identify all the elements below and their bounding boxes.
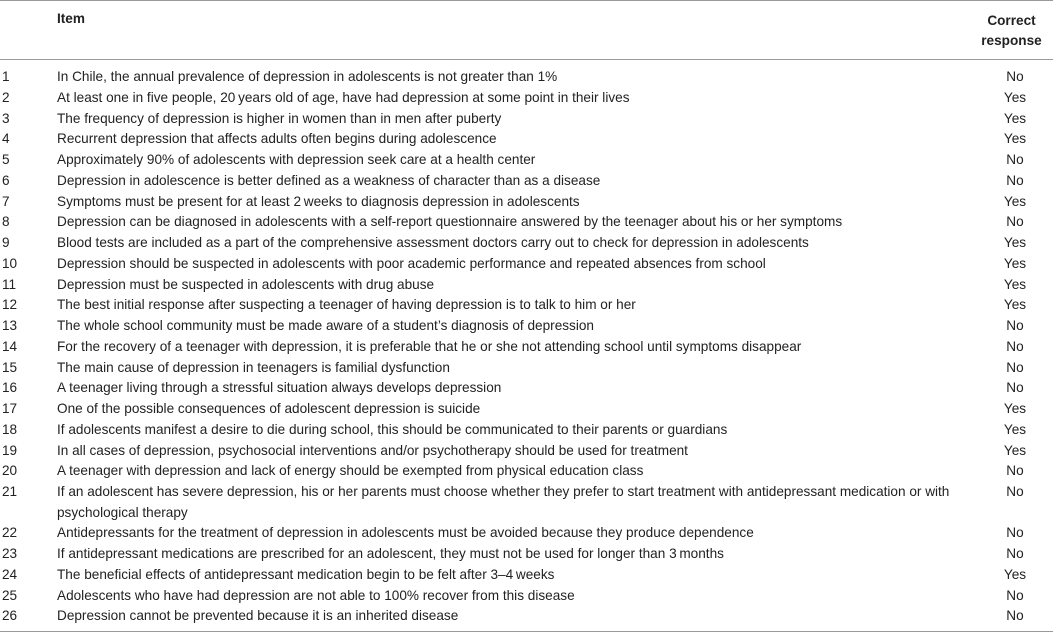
row-number: 14 [2, 338, 18, 354]
table-row [0, 461, 1053, 482]
table-row [0, 358, 1053, 379]
table-body [0, 60, 1053, 632]
table-row [0, 482, 1053, 523]
row-correct-response: Yes [1003, 442, 1027, 458]
row-number: 19 [2, 442, 18, 458]
row-number: 15 [2, 359, 18, 375]
row-correct-response: Yes [1003, 110, 1027, 126]
row-item-text: A teenager living through a stressful situation always develops depression [57, 380, 502, 396]
table-row [0, 109, 1053, 130]
row-correct-response: No [1006, 525, 1024, 541]
row-number: 18 [2, 421, 18, 437]
row-number: 4 [2, 131, 10, 147]
row-item-text: In all cases of depression, psychosocial interventions and/or psychotherapy should be used for treatment [57, 442, 688, 458]
row-item-text: The frequency of depression is higher in women than in men after puberty [57, 110, 502, 126]
table-row [0, 88, 1053, 109]
table-row [0, 150, 1053, 171]
row-item-text: At least one in five people, 20 years old of age, have had depression at some point in their lives [57, 89, 630, 105]
row-item-text: Approximately 90% of adolescents with depression seek care at a health center [57, 152, 536, 167]
row-item-text: If adolescents manifest a desire to die during school, this should be communicated to their parents or guardians [57, 421, 728, 437]
row-correct-response: Yes [1003, 89, 1027, 105]
table-row [0, 60, 1053, 88]
table-row [0, 337, 1053, 358]
row-number: 7 [2, 193, 10, 209]
row-item-text: A teenager with depression and lack of energy should be exempted from physical education class [57, 463, 644, 479]
row-item-text: Symptoms must be present for at least 2 weeks to diagnosis depression in adolescents [57, 193, 580, 209]
row-number: 10 [2, 255, 18, 271]
table-row [0, 129, 1053, 150]
row-item-text: For the recovery of a teenager with depression, it is preferable that he or she not attending school until symptoms disappear [57, 338, 802, 354]
row-item-text: The beneficial effects of antidepressant medication begin to be felt after 3–4 weeks [57, 566, 555, 582]
row-item-text: Depression can be diagnosed in adolescents with a self-report questionnaire answered by the teenager about his or her symptoms [57, 214, 843, 230]
row-item-text: The best initial response after suspecting a teenager of having depression is to talk to him or her [57, 297, 636, 313]
table-row [0, 420, 1053, 441]
table-row [0, 606, 1053, 631]
table-row [0, 441, 1053, 462]
table-row [0, 544, 1053, 565]
row-correct-response: No [1006, 546, 1024, 562]
row-number: 11 [2, 276, 17, 292]
row-item-text: In Chile, the annual prevalence of depression in adolescents is not greater than 1% [57, 69, 558, 84]
row-correct-response: No [1006, 318, 1024, 333]
row-number: 3 [2, 110, 10, 126]
table-row [0, 523, 1053, 544]
table-row [0, 565, 1053, 586]
row-correct-response: No [1006, 152, 1024, 167]
table-header [0, 1, 1053, 60]
row-correct-response: Yes [1003, 297, 1027, 313]
header-row [0, 1, 1053, 60]
row-item-text: The main cause of depression in teenagers is familial dysfunction [57, 359, 450, 375]
row-number: 6 [2, 172, 10, 188]
row-item-text: Blood tests are included as a part of the comprehensive assessment doctors carry out to check for depression in adolescents [57, 235, 809, 250]
row-number: 24 [2, 566, 18, 582]
row-number: 5 [2, 152, 10, 167]
row-item-text: Depression cannot be prevented because it is an inherited disease [56, 606, 969, 631]
row-item-text: Depression in adolescence is better defined as a weakness of character than as a disease [57, 172, 601, 188]
row-number: 1 [2, 69, 10, 84]
row-number: 26 [0, 606, 56, 631]
table-row [0, 316, 1053, 337]
row-number: 13 [2, 318, 18, 333]
row-correct-response: No [969, 606, 1053, 631]
row-number: 21 [2, 484, 18, 499]
header-item: Item [56, 1, 969, 60]
row-correct-response: Yes [1003, 401, 1027, 416]
row-number: 2 [2, 89, 10, 105]
row-item-text: Adolescents who have had depression are not able to 100% recover from this disease [57, 587, 575, 603]
row-correct-response: No [1006, 587, 1024, 603]
table-row [0, 275, 1053, 296]
row-correct-response: No [1006, 463, 1024, 479]
row-item-text: Recurrent depression that affects adults often begins during adolescence [57, 131, 497, 147]
row-number: 12 [2, 297, 18, 313]
table-row [0, 254, 1053, 275]
row-item-text: If antidepressant medications are prescribed for an adolescent, they must not be used for longer than 3 months [57, 546, 724, 562]
row-item-text: If an adolescent has severe depression, his or her parents must choose whether they prefer to start treatment with antidepressant medication or with psychological therapy [57, 484, 950, 520]
row-correct-response: No [1006, 484, 1024, 499]
row-correct-response: No [1006, 359, 1024, 375]
row-item-text: Depression should be suspected in adolescents with poor academic performance and repeated absences from school [57, 255, 766, 271]
row-number: 8 [2, 214, 10, 230]
row-correct-response: Yes [1003, 566, 1027, 582]
row-correct-response: Yes [1003, 276, 1027, 292]
row-item-text: Depression must be suspected in adolescents with drug abuse [57, 276, 435, 292]
table-row [0, 378, 1053, 399]
row-correct-response: Yes [1003, 193, 1027, 209]
table-row [0, 212, 1053, 233]
row-number: 23 [2, 546, 18, 562]
header-number [0, 1, 56, 60]
row-correct-response: No [1006, 380, 1024, 396]
table-row [0, 171, 1053, 192]
row-correct-response: Yes [1003, 235, 1027, 250]
table-row [0, 399, 1053, 420]
row-correct-response: No [1006, 172, 1024, 188]
table-row [0, 233, 1053, 254]
row-correct-response: Yes [1003, 421, 1027, 437]
row-item-text: Antidepressants for the treatment of depression in adolescents must be avoided because they produce dependence [57, 525, 754, 541]
row-number: 22 [2, 525, 18, 541]
row-correct-response: No [1006, 214, 1024, 230]
row-number: 20 [2, 463, 18, 479]
row-correct-response: No [1006, 69, 1024, 84]
table-row [0, 295, 1053, 316]
row-number: 16 [2, 380, 18, 396]
row-correct-response: No [1006, 338, 1024, 354]
table-row [0, 586, 1053, 607]
table-row [0, 192, 1053, 213]
row-number: 25 [2, 587, 18, 603]
row-item-text: One of the possible consequences of adolescent depression is suicide [57, 401, 481, 416]
row-number: 9 [2, 235, 10, 250]
row-correct-response: Yes [1003, 131, 1027, 147]
header-correct-response: Correct response [969, 1, 1053, 60]
row-correct-response: Yes [1003, 255, 1027, 271]
row-item-text: The whole school community must be made aware of a student’s diagnosis of depression [57, 318, 594, 333]
row-number: 17 [2, 401, 18, 416]
